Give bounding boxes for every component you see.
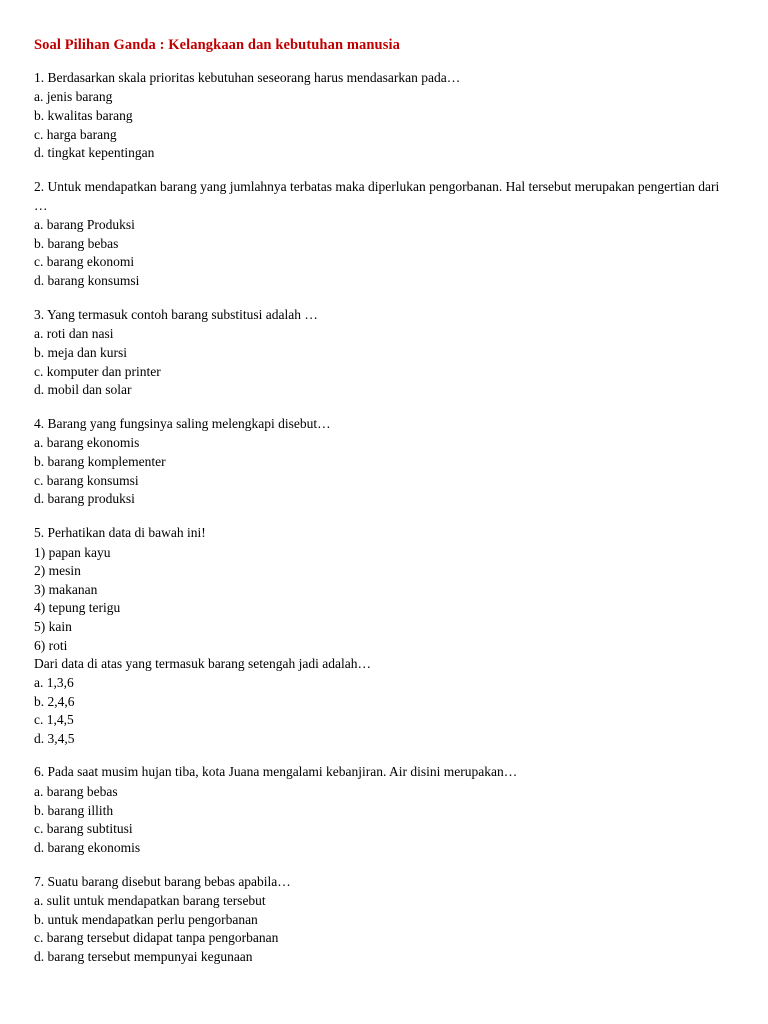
answer-option[interactable]: a. barang bebas [34,784,118,800]
question-text: 7. Suatu barang disebut barang bebas apabila… [34,873,291,889]
answer-option[interactable]: d. barang ekonomis [34,839,141,855]
answer-option[interactable]: a. barang ekonomis [34,435,140,451]
answer-option[interactable]: d. mobil dan solar [34,382,132,398]
answer-option[interactable]: b. kwalitas barang [34,108,133,124]
answer-option[interactable]: d. barang konsumsi [34,273,140,289]
answer-option[interactable]: b. meja dan kursi [34,344,127,360]
question-text: 5. Perhatikan data di bawah ini! [34,524,206,540]
question-block [34,69,734,163]
question-subitem: 4) tepung terigu [34,600,121,616]
question-subitem: 2) mesin [34,563,81,579]
question-block [34,415,734,509]
answer-option[interactable]: b. barang bebas [34,235,119,251]
answer-option[interactable]: a. 1,3,6 [34,674,74,690]
question-text: 4. Barang yang fungsinya saling melengkapi disebut… [34,415,331,431]
question-block [34,524,734,749]
answer-option[interactable]: d. 3,4,5 [34,730,75,746]
question-subitem: 3) makanan [34,581,98,597]
answer-option[interactable]: b. untuk mendapatkan perlu pengorbanan [34,911,258,927]
answer-option[interactable]: a. sulit untuk mendapatkan barang tersebut [34,893,266,909]
question-subitem: 5) kain [34,619,72,635]
answer-option[interactable]: b. barang illith [34,802,114,818]
answer-option[interactable]: a. barang Produksi [34,217,135,233]
answer-option[interactable]: d. tingkat kepentingan [34,145,155,161]
question-subitem: 6) roti [34,637,68,653]
question-block [34,873,734,967]
answer-option[interactable]: c. barang ekonomi [34,254,135,270]
page-title: Soal Pilihan Ganda : Kelangkaan dan kebutuhan manusia [34,37,400,53]
answer-option[interactable]: c. 1,4,5 [34,712,74,728]
question-block [34,763,734,857]
question-block [34,178,734,291]
question-tail-text: Dari data di atas yang termasuk barang setengah jadi adalah… [34,656,371,672]
questions-list [34,69,734,967]
question-text: 1. Berdasarkan skala prioritas kebutuhan seseorang harus mendasarkan pada… [34,69,461,85]
answer-option[interactable]: c. harga barang [34,126,117,142]
answer-option[interactable]: d. barang tersebut mempunyai kegunaan [34,949,253,965]
question-text: 3. Yang termasuk contoh barang substitusi adalah … [34,306,318,322]
answer-option[interactable]: b. 2,4,6 [34,693,75,709]
question-block [34,306,734,400]
answer-option[interactable]: d. barang produksi [34,491,135,507]
answer-option[interactable]: c. barang subtitusi [34,821,133,837]
question-subitem: 1) papan kayu [34,544,111,560]
answer-option[interactable]: c. komputer dan printer [34,363,161,379]
answer-option[interactable]: c. barang konsumsi [34,472,139,488]
question-text: 2. Untuk mendapatkan barang yang jumlahnya terbatas maka diperlukan pengorbanan. Hal tersebut merupakan pengertian dari … [34,178,720,213]
question-text: 6. Pada saat musim hujan tiba, kota Juana mengalami kebanjiran. Air disini merupakan… [34,764,518,780]
answer-option[interactable]: c. barang tersebut didapat tanpa pengorbanan [34,930,279,946]
answer-option[interactable]: a. jenis barang [34,89,113,105]
answer-option[interactable]: b. barang komplementer [34,454,166,470]
answer-option[interactable]: a. roti dan nasi [34,326,114,342]
